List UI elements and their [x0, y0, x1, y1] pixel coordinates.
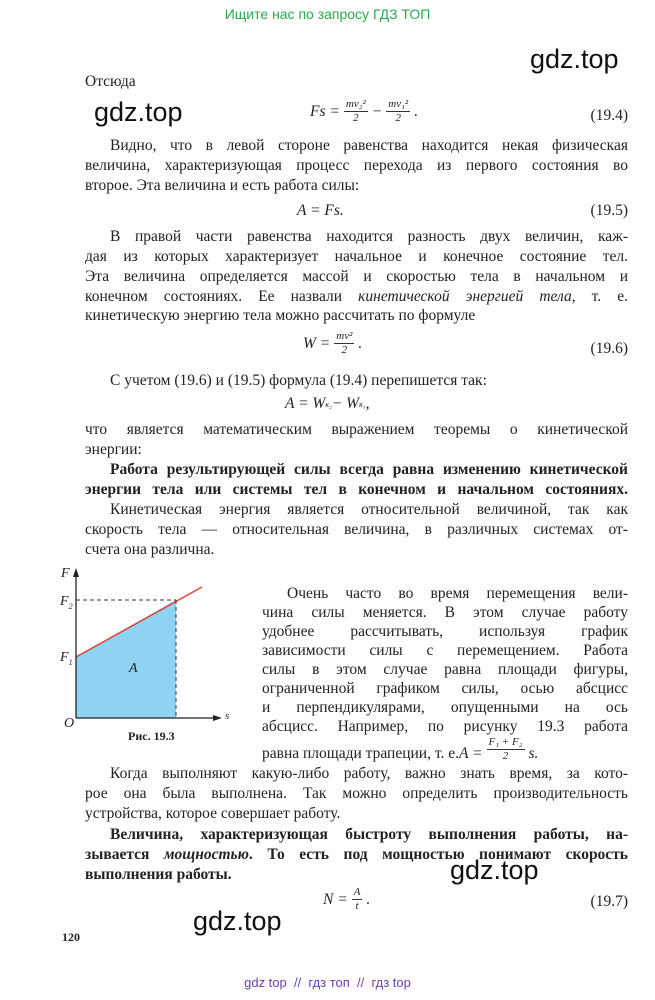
text-line: что является математическим выражением теоремы о кинетической	[85, 421, 628, 438]
numerator: A	[353, 886, 361, 898]
area-fill	[76, 600, 176, 718]
text-line: силы в этом случае равна площади фигуры,	[262, 661, 628, 678]
theorem-line: Работа результирующей силы всегда равна изменению кинетической	[110, 461, 628, 478]
text-span: , т. е.	[571, 288, 628, 305]
minus: −	[371, 102, 383, 120]
text-line: В правой части равенства находится разность двух величин, каж-	[110, 228, 628, 245]
subscript: 1	[68, 657, 73, 667]
text-line: Кинетическая энергия является относительной величиной, так как	[110, 501, 628, 518]
eq-lhs: W =	[303, 334, 331, 352]
equation-number: (19.5)	[590, 202, 628, 219]
denominator: 2	[502, 750, 509, 762]
watermark: gdz.top	[193, 906, 282, 936]
eq-lhs: A =	[458, 745, 483, 762]
equation-number: (19.4)	[590, 107, 628, 124]
text-line: устройства, которое совершает работу.	[85, 805, 341, 822]
term-kinetic-energy: кинетической энергией тела	[358, 288, 572, 305]
figure-caption: Рис. 19.3	[128, 729, 175, 743]
text-line: удобнее рассчитывать, используя график	[262, 623, 628, 640]
text-line: величина, характеризующая процесс перехода из первого состояния во	[85, 157, 628, 174]
text-line: зависимости силы с перемещением. Работа	[262, 642, 628, 659]
eq-part: A = W	[285, 395, 326, 412]
watermark: gdz.top	[530, 44, 619, 74]
subscript: к₂	[325, 399, 332, 409]
text-line: дая из которых характеризует начальное и конечное состояние тел.	[85, 248, 628, 265]
text-line: С учетом (19.6) и (19.5) формула (19.4) перепишется так:	[110, 372, 487, 389]
footer-links[interactable]: gdz top // гдз топ // гдз top	[244, 975, 411, 990]
x-arrow	[213, 715, 222, 721]
denominator: 2	[353, 112, 359, 124]
watermark: gdz.top	[450, 855, 539, 885]
period: .	[358, 334, 363, 352]
y-arrow	[73, 568, 79, 577]
subscript: к₁	[359, 399, 366, 409]
f1-letter: F	[60, 650, 69, 665]
f2-label	[60, 594, 73, 611]
f1-label	[60, 650, 73, 667]
comma: ,	[365, 395, 370, 412]
trapezoid-line	[262, 737, 538, 763]
equation-19-7	[323, 886, 370, 913]
definition-line: Величина, характеризующая быстроту выполнения работы, на-	[110, 826, 628, 843]
denominator: t	[355, 900, 359, 912]
page-number: 120	[62, 930, 80, 944]
text-line: рое она была выполнена. Так можно определить производительность	[85, 785, 628, 802]
watermark: gdz.top	[94, 97, 183, 127]
origin-label: O	[64, 716, 75, 731]
eq-lhs: Fs =	[310, 102, 340, 120]
text-line: Когда выполняют какую-либо работу, важно знать время, за кото-	[110, 765, 628, 782]
y-axis-label: F	[61, 566, 70, 581]
denominator: 2	[395, 112, 401, 124]
equation-19-5: A = Fs.	[297, 202, 344, 219]
text-line: скорость тела — относительная величина, в различных системах от-	[85, 521, 628, 538]
numerator: F₁ + F₂	[488, 736, 523, 748]
text-line: Видно, что в левой стороне равенства находится некая физическая	[110, 137, 628, 154]
equation-number: (19.6)	[590, 340, 628, 357]
text-line: Эта величина определяется массой и скоростью тела в начальном и	[85, 268, 628, 285]
term-power: мощностью	[163, 846, 249, 863]
text-span: зывается	[85, 846, 164, 863]
definition-line: выполнения работы.	[85, 866, 232, 883]
numerator: mv²	[336, 330, 353, 342]
text-line: Очень часто во время перемещения вели-	[287, 585, 628, 602]
numerator: mv₁²	[388, 98, 409, 110]
x-axis-label: s	[225, 710, 230, 722]
text-line: второе. Эта величина и есть работа силы:	[85, 177, 360, 194]
f2-letter: F	[60, 594, 69, 609]
numerator: mv₂²	[345, 98, 366, 110]
definition-line	[85, 845, 628, 865]
period: .	[366, 890, 371, 908]
eq-lhs: N =	[323, 890, 348, 908]
equation-number: (19.7)	[590, 893, 628, 910]
area-label: A	[129, 661, 138, 676]
period: .	[414, 102, 419, 120]
text-line: кинетическую энергию тела можно рассчитать по формуле	[85, 307, 476, 324]
text-line: Отсюда	[85, 73, 136, 90]
text-line: ограниченной графиком силы, осью абсцисс	[262, 680, 628, 697]
text-span: равна площади трапеции, т. е.	[262, 745, 459, 762]
theorem-line: энергии тела или системы тел в конечном и начальном состояниях.	[85, 481, 628, 498]
text-line: счета она различна.	[85, 541, 215, 558]
subscript: 2	[68, 601, 73, 611]
text-line: и перпендикулярами, опущенными на ось	[262, 699, 628, 716]
top-banner[interactable]: Ищите нас по запросу ГДЗ ТОП	[224, 6, 431, 22]
eq-end: s.	[528, 745, 539, 762]
text-line: чина силы меняется. В этом случае работу	[262, 604, 628, 621]
text-span: конечном состояниях. Ее назвали	[85, 288, 359, 305]
text-line: абсцисс. Например, по рисунку 19.3 работа	[262, 718, 628, 735]
trapezoid-equation	[459, 736, 538, 763]
text-span: . То есть под мощностью понимают скорость	[248, 846, 628, 863]
text-line: энергии:	[85, 441, 142, 458]
denominator: 2	[341, 344, 348, 356]
eq-part: − W	[331, 395, 360, 412]
